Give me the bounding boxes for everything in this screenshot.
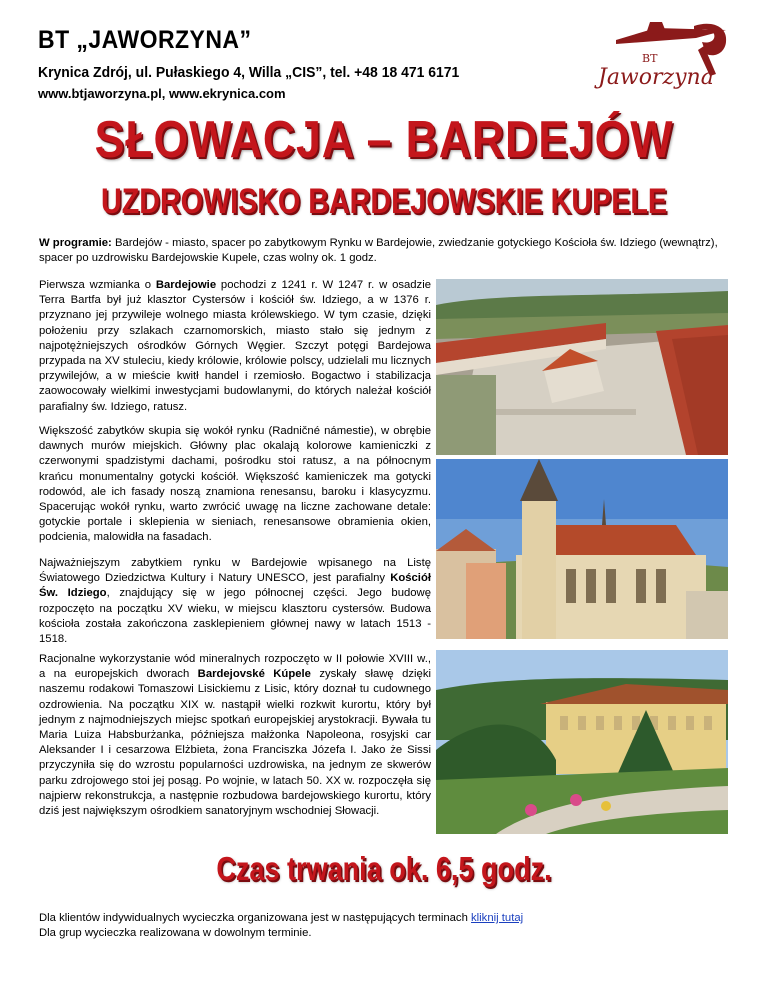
program-label: W programie:: [39, 237, 112, 249]
paragraph-church: [39, 556, 431, 647]
paragraph-text: Pierwsza wzmianka o: [39, 279, 156, 291]
page-title: SŁOWACJA – BARDEJÓW: [94, 111, 674, 169]
paragraph-market: [39, 424, 431, 546]
paragraph-text: Najważniejszym zabytkiem rynku w Bardejowie wpisanego na Listę Światowego Dziedzictwa Kultury i Natury UNESCO, jest parafialny: [39, 557, 431, 585]
duration-heading: Czas trwania ok. 6,5 godz.: [216, 850, 552, 887]
company-address: Krynica Zdrój, ul. Pułaskiego 4, Willa „CIS”, tel. +48 18 471 6171: [38, 64, 460, 81]
paragraph-text: zyskały sławę dzięki naszemu rodakowi Tomaszowi Lisickiemu z Lisic, który doznał tu cudownego ozdrowienia. Na początku XIX w. nastąpił wielki rozkwit kurortu, który był jednym z najmodniejszych miejsc spotkań europejskiej arystokracji. Bywała tu Maria Luiza Habsburżanka, późniejsza małżonka Napoleona, rosyjski car Aleksander I i cesarzowa Elżbieta, żona Franciszka Józefa I. Jako że Sissi przyczyniła się do wzrostu popularności uzdrowiska, na jednym ze skwerów parku zdrojowego stoi jej posąg. Po wojnie, w latach 50. XX w. rozpoczęła się najpierw rekonstrukcja, a następnie rozbudowa bardejowskiego kurortu, który dziś jest największym ośrodkiem sanatoryjnym wschodniej Słowacji.: [39, 668, 431, 818]
paragraph-bold: Kościół Św. Idziego: [39, 572, 431, 600]
st-egidius-church-photo: [436, 459, 728, 639]
paragraph-text: , znajdujący się w jego północnej części. Jego budowę rozpoczęto na początku XV wieku, w miejscu klasztoru cystersów. Budowa kościoła została zakończona zasklepieniem głównej nawy w latach 1513 - 1518.: [39, 587, 431, 646]
paragraph-spa: [39, 652, 431, 819]
paragraph-text: Większość zabytków skupia się wokół rynku (Radničné námestie), w obrębie dawnych murów miejskich. Główny plac okalają kolorowe kamieniczki z czerwonymi spadzistymi dachami, pośrodku stoi ratusz, a na północnym krańcu monumentalny gotycki kościół. Większość kamieniczek ma gotycki rodowód, ale ich fasady noszą znamiona renesansu, baroku i klasycyzmu. Spacerując wokół rynku, warto zwrócić uwagę na liczne zachowane detale: gotyckie portale i sklepienia w sieniach, renesansowe obramienia okien, podcienia, malowidła na fasadach.: [39, 425, 431, 544]
market-square-photo: [436, 279, 728, 455]
footer-line-1: [39, 911, 523, 926]
svg-text:Jaworzyna: Jaworzyna: [598, 65, 714, 90]
company-website: www.btjaworzyna.pl, www.ekrynica.com: [38, 86, 286, 101]
program-text: Bardejów - miasto, spacer po zabytkowym Rynku w Bardejowie, zwiedzanie gotyckiego Kościoła św. Idziego (wewnątrz), spacer po uzdrowisku Bardejowskie Kupele, czas wolny ok. 1 godz.: [39, 237, 718, 264]
footer: [39, 911, 523, 941]
paragraph-text: Racjonalne wykorzystanie wód mineralnych rozpoczęto w II połowie XVIII w., a na europejskich dworach: [39, 653, 431, 681]
program-summary: [39, 236, 729, 266]
footer-text: Dla klientów indywidualnych wycieczka organizowana jest w następujących terminach: [39, 912, 472, 924]
paragraph-history: [39, 278, 431, 415]
paragraph-text: pochodzi z 1241 r. W 1247 r. w osadzie Terra Bartfa był już klasztor Cystersów i kościół św. Idziego, a w 1376 r. przyznano jej przywileje wolnego miasta królewskiego. W tym czasie, dzięki położeniu przy szlakach czarnomorskich, miasto stało się jednym z najpotężniejszych ośrodków Górnych Węgier. Szczyt potęgi Bardejowa przypada na XV stuleciu, kiedy królowie, królowie polscy, udzielali mu licznych przywilejów, a w mieście kwitł handel i rzemiosło. Bogactwo i stabilizacja zaowocowały wielkimi inwestycjami budowlanymi, do których należał kościół parafialny św. Idziego, ratusz.: [39, 279, 432, 413]
spa-park-photo: [436, 650, 728, 834]
paragraph-bold: Bardejovské Kúpele: [197, 668, 311, 681]
svg-text:BT: BT: [642, 52, 658, 65]
footer-line-2: Dla grup wycieczka realizowana w dowolnym terminie.: [39, 927, 312, 939]
page-subtitle: UZDROWISKO BARDEJOWSKIE KUPELE: [100, 182, 668, 221]
company-name: BT „JAWORZYNA”: [38, 26, 252, 54]
jaworzyna-logo: [576, 20, 736, 92]
terms-link[interactable]: kliknij tutaj: [471, 912, 524, 924]
paragraph-bold: Bardejowie: [155, 279, 217, 291]
